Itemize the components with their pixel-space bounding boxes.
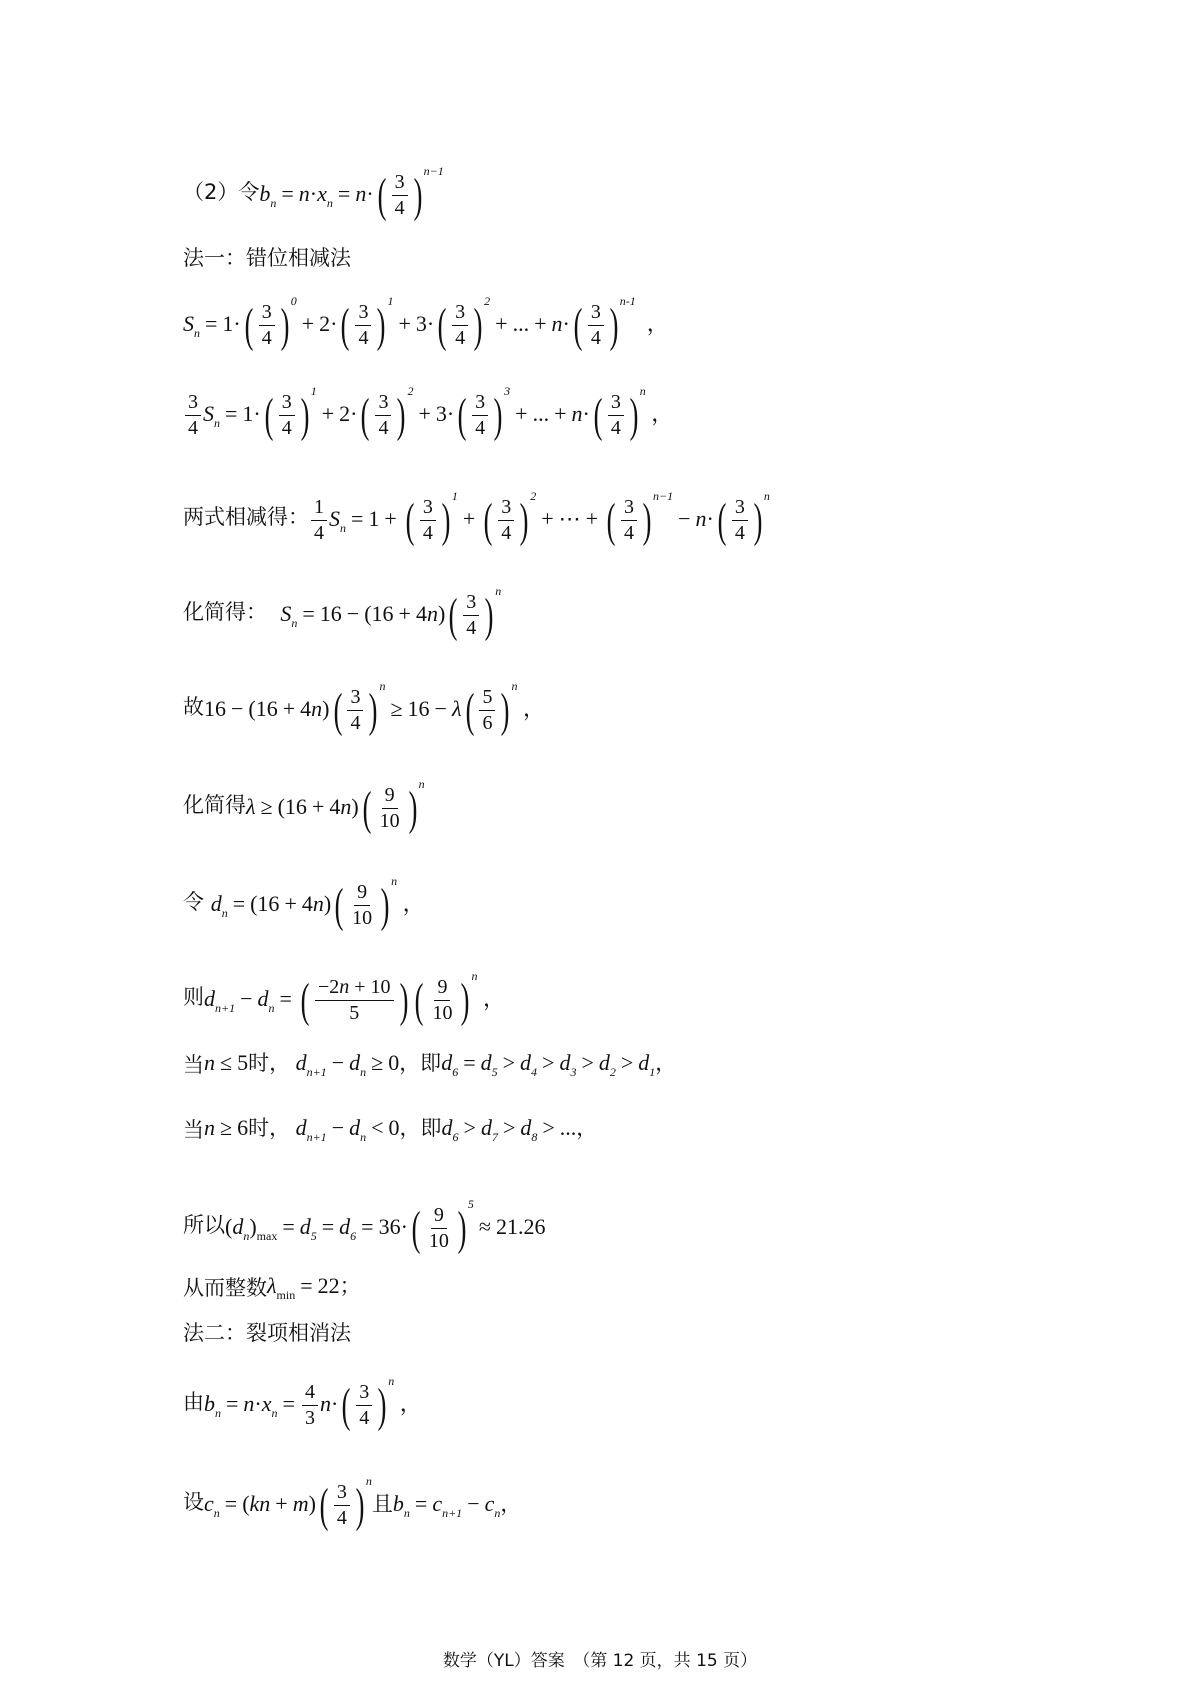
- line-8: [183, 778, 425, 833]
- text-cn: 由: [183, 1389, 204, 1414]
- page-footer: 数学（YL）答案 （第 12 页，共 15 页）: [442, 1651, 758, 1671]
- line-14: [183, 1275, 361, 1301]
- line-11: [183, 1052, 676, 1078]
- math-expression: $S_n = 16 - (16 + 4n)$ ( $\frac{3}{4}$ ) $^n$: [280, 584, 502, 642]
- line-3: [183, 295, 669, 350]
- math-expression: λ ≥ (16 + 4n) ( $\frac{9}{10}$ ) $^n$: [246, 777, 425, 835]
- math-expression: $b_n = n\cdot x_n = n\cdot$ ( $\frac{3}{4}$ ) $^{n-1}$: [259, 164, 444, 222]
- line-12: [183, 1117, 597, 1143]
- line-7: [183, 680, 545, 735]
- line-17: [183, 1475, 521, 1530]
- math-expression: $\frac{1}{4}$ $S_n = 1$ + ( $\frac{3}{4}$ ) $^1$+ ( $\frac{3}{4}$ ) $^2$+ ⋯ + ( $\frac{3}{4}$ ) $^{n-1}$− n· ( $\frac{3}{4}$ ) $^n$: [309, 490, 770, 545]
- line-9: [183, 875, 425, 930]
- text-cn: （2）令: [183, 179, 260, 204]
- math-expression: $\frac{3}{4}$ $S_n = 1\cdot$ ( $\frac{3}{4}$ ) $^1$+ 2· ( $\frac{3}{4}$ ) $^2$+ 3· ( $\frac{3}{4}$ ) $^3$+ ... + n· ( $\frac{3}{4}$ ) $^n$ ，: [183, 385, 673, 440]
- text-cn: 则: [183, 984, 204, 1009]
- math-expression: n ≥ 6时， $d_{n+1} - d_n < 0$，即$d_6 > d_7 > d_8$ > ...，: [204, 1115, 598, 1144]
- text-cn: 设: [183, 1489, 204, 1514]
- math-expression: 16 − (16 + 4n) ( $\frac{3}{4}$ ) $^n$≥ 16 − λ ( $\frac{5}{6}$ ) $^n$ ，: [204, 679, 545, 737]
- math-expression: n ≤ 5时， $d_{n+1} - d_n \ge 0$，即$d_6 = d_5 > d_4 > d_3 > d_2 > d_1$，: [204, 1050, 677, 1079]
- line-1: [183, 165, 444, 220]
- text-cn: 从而整数: [183, 1275, 267, 1300]
- text-cn: 当: [183, 1117, 204, 1142]
- math-expression: $S_n = 1\cdot$ ( $\frac{3}{4}$ ) $^0$+ 2· ( $\frac{3}{4}$ ) $^1$+ 3· ( $\frac{3}{4}$ ) $^2$+ ... + n· ( $\frac{3}{4}$ ) $^{n-1}$ ，: [183, 294, 669, 352]
- line-16: [183, 1375, 422, 1430]
- line-2: [183, 248, 351, 269]
- line-15: [183, 1323, 351, 1344]
- line-4: [183, 385, 673, 440]
- math-expression: $c_n = (kn + m)$ ( $\frac{3}{4}$ ) $^n$且$b_n = c_{n+1} - c_n$，: [204, 1474, 522, 1532]
- text-cn: 两式相减得：: [183, 504, 309, 529]
- math-expression: $(d_n)_{max} = d_5 = d_6 = 36\cdot$ ( $\frac{9}{10}$ ) $^5$≈ 21.26: [225, 1197, 546, 1255]
- math-expression: $d_n = (16 + 4n)$ ( $\frac{9}{10}$ ) $^n$ ，: [210, 874, 425, 932]
- math-expression: $d_{n+1} - d_n$ = ( $\frac{-2n + 10}{5}$ ) ( $\frac{9}{10}$ ) $^n$ ，: [204, 969, 505, 1027]
- line-13: [183, 1198, 545, 1253]
- text-cn: 令: [183, 889, 204, 914]
- math-expression: $b_n = n\cdot x_n$ = $\frac{4}{3}$ n· ( $\frac{3}{4}$ ) $^n$ ，: [204, 1374, 422, 1432]
- math-expression: $\lambda_{min} = 22$；: [267, 1273, 361, 1302]
- text-cn: 所以: [183, 1212, 225, 1237]
- text-cn: 故: [183, 694, 204, 719]
- line-6: [183, 585, 501, 640]
- text-cn: 化简得: [183, 792, 246, 817]
- line-5: [183, 490, 770, 545]
- text-cn: 法一：错位相减法: [183, 246, 351, 270]
- text-cn: 当: [183, 1052, 204, 1077]
- text-cn: 法二：裂项相消法: [183, 1321, 351, 1345]
- line-10: [183, 970, 505, 1025]
- text-cn: 化简得：: [183, 599, 267, 624]
